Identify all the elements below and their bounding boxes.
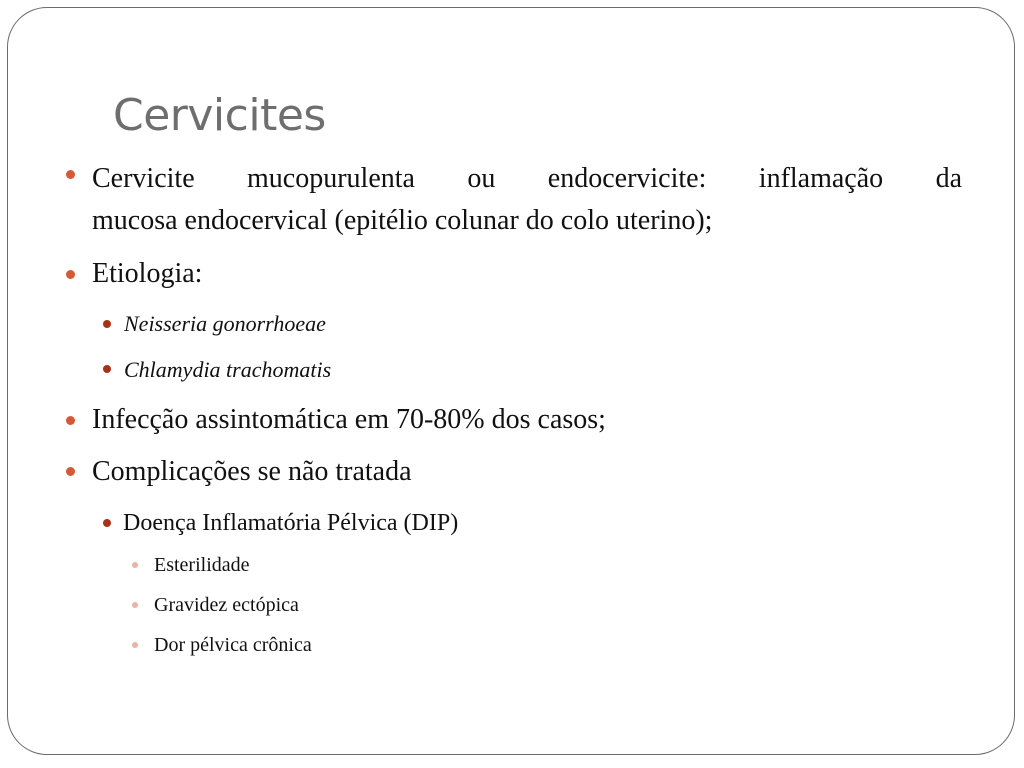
sub-sub-bullet-item-esterilidade: Esterilidade <box>154 554 250 576</box>
bullet-dot-icon <box>66 467 75 476</box>
bullet-item-cervicite <box>92 158 962 242</box>
bullet-item-etiologia: Etiologia: <box>92 258 203 289</box>
sub-sub-bullet-dot-icon <box>132 642 138 648</box>
sub-sub-bullet-item-dor-pelvica: Dor pélvica crônica <box>154 634 312 656</box>
sub-bullet-dot-icon <box>103 365 111 373</box>
bullet-dot-icon <box>66 416 75 425</box>
bullet-item-complicacoes: Complicações se não tratada <box>92 456 412 487</box>
sub-bullet-dot-icon <box>103 320 111 328</box>
sub-bullet-item-dip: Doença Inflamatória Pélvica (DIP) <box>123 510 459 536</box>
sub-sub-bullet-item-gravidez: Gravidez ectópica <box>154 594 299 616</box>
sub-sub-bullet-dot-icon <box>132 562 138 568</box>
sub-bullet-item-neisseria: Neisseria gonorrhoeae <box>124 311 326 336</box>
bullet-item-cervicite-line1: Cervicite mucopurulenta ou endocervicite: inflamação da <box>92 163 962 194</box>
sub-sub-bullet-dot-icon <box>132 602 138 608</box>
bullet-dot-icon <box>66 270 75 279</box>
bullet-item-cervicite-line2: mucosa endocervical (epitélio colunar do colo uterino); <box>92 205 713 236</box>
slide-title: Cervicites <box>113 90 326 141</box>
sub-bullet-item-chlamydia: Chlamydia trachomatis <box>124 357 332 382</box>
bullet-dot-icon <box>66 170 75 179</box>
bullet-item-infeccao: Infecção assintomática em 70-80% dos casos; <box>92 404 606 435</box>
sub-bullet-dot-icon <box>103 519 111 527</box>
